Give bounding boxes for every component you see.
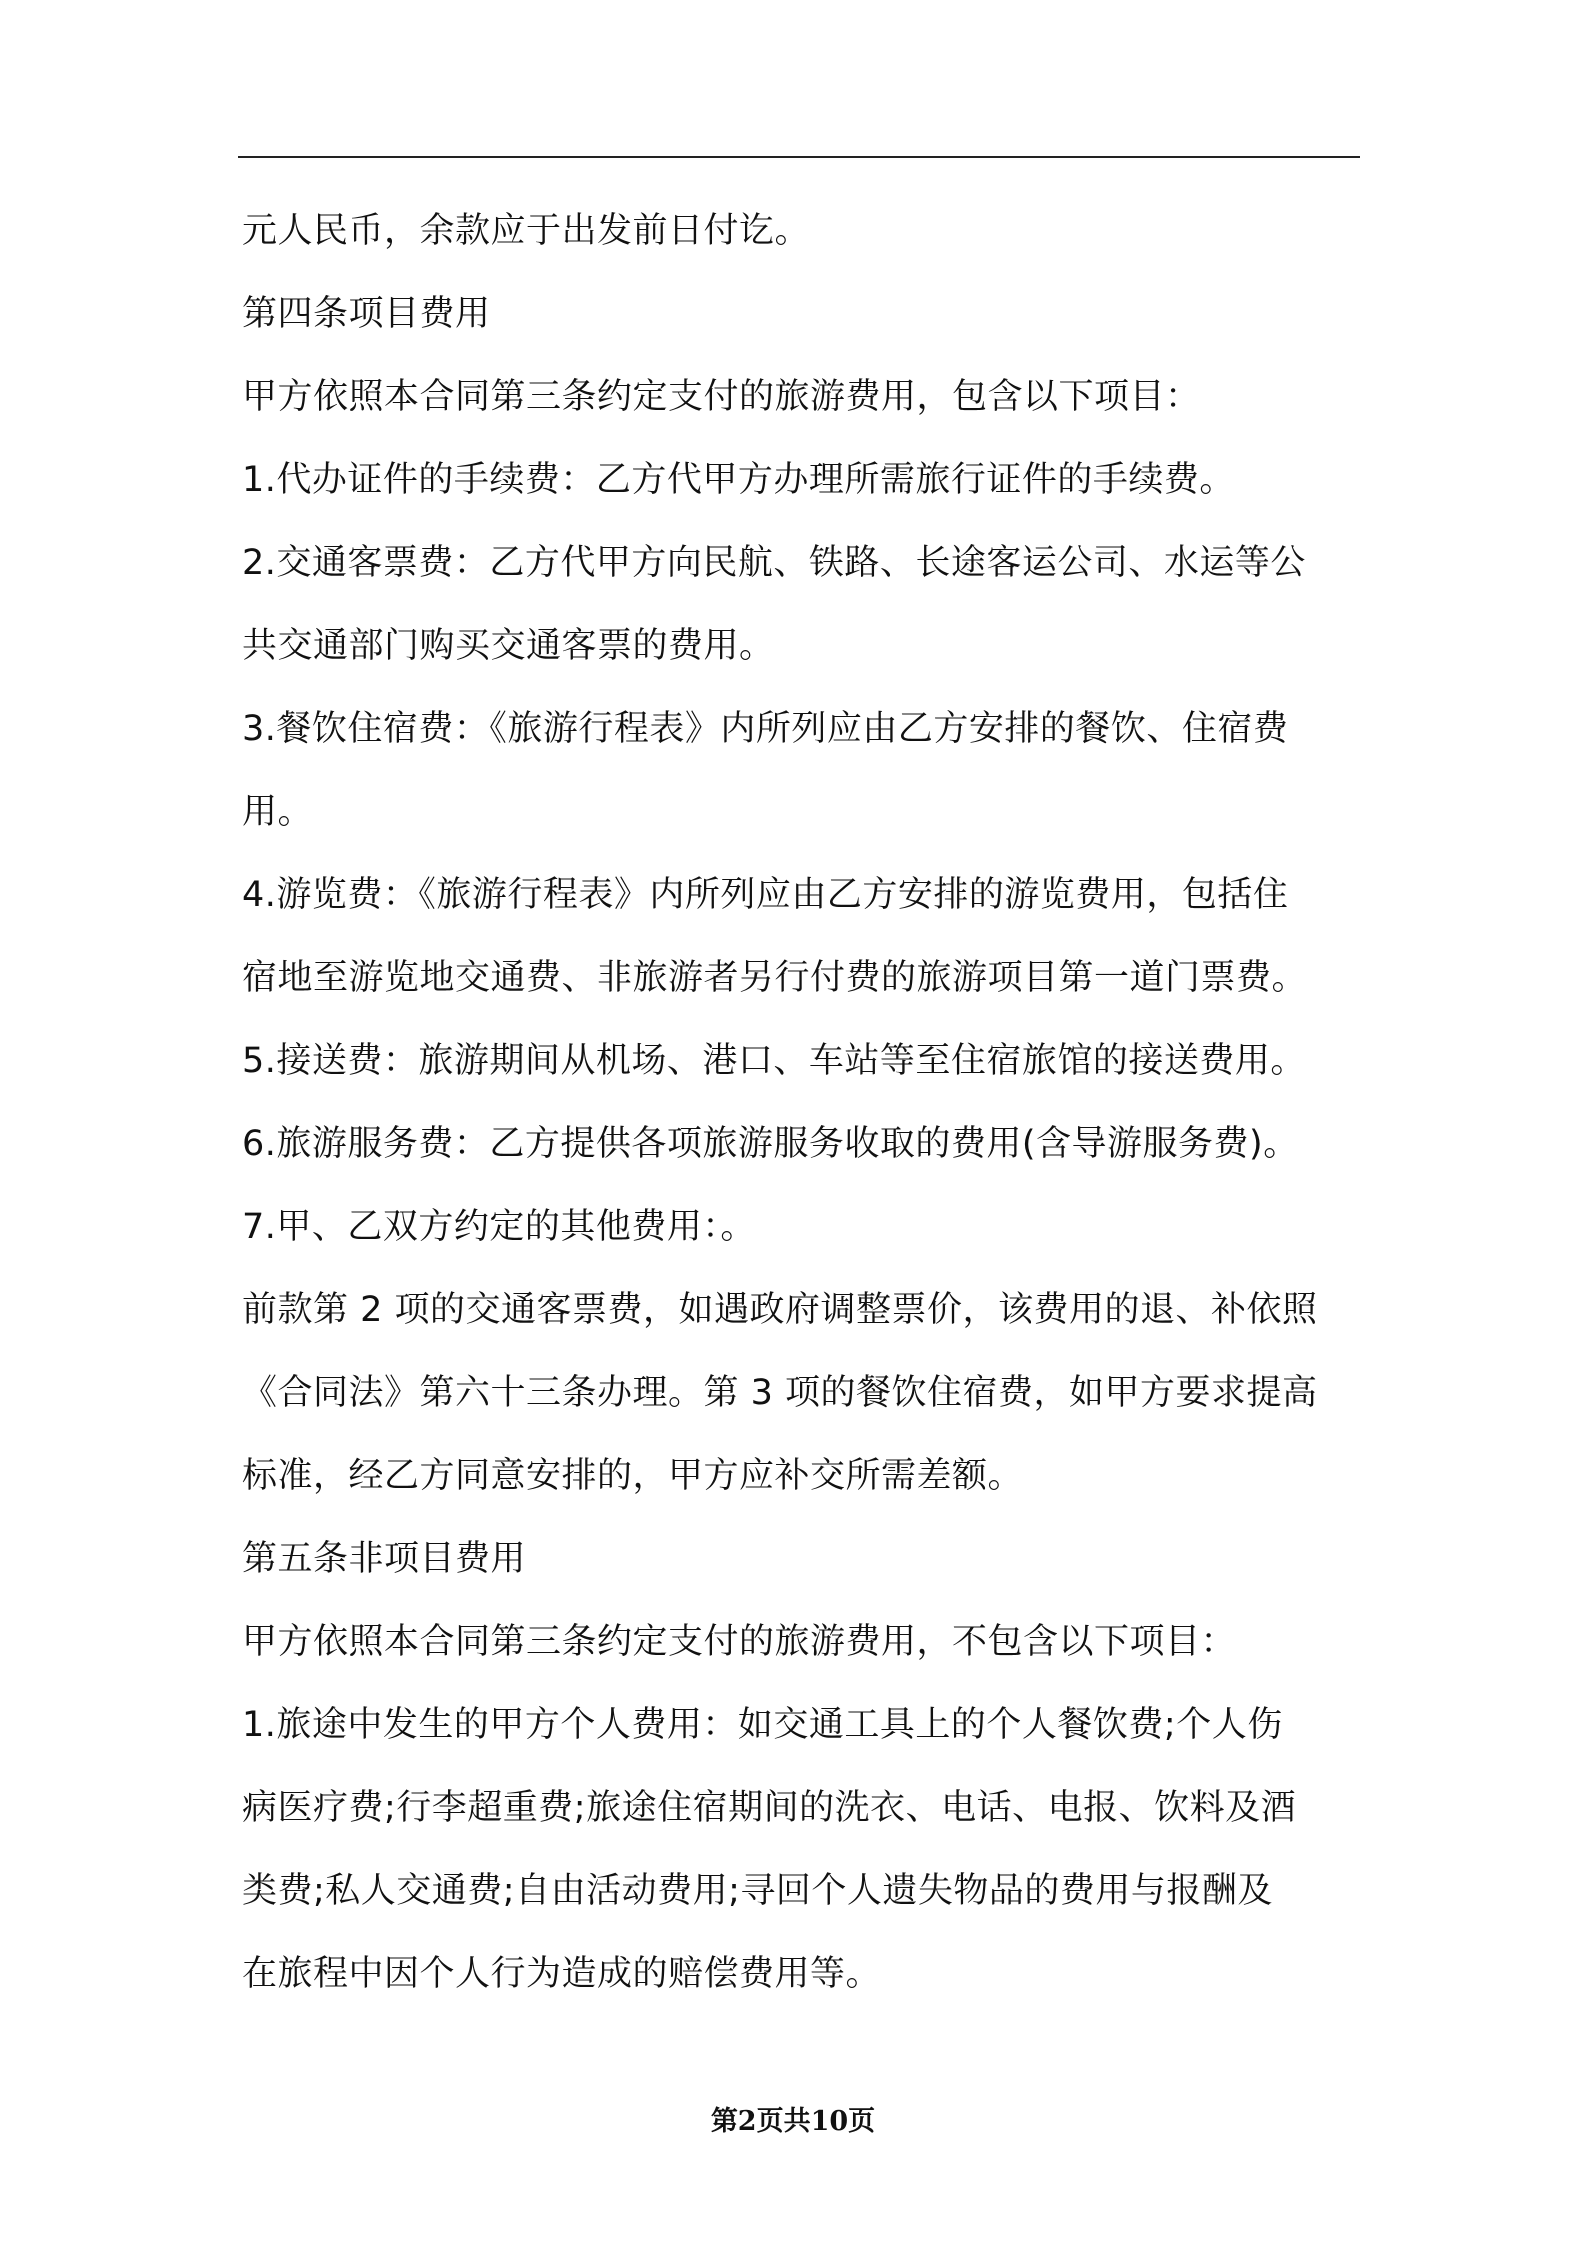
section-heading: 第四条项目费用 [242, 294, 491, 334]
text-line: 类费;私人交通费;自由活动费用;寻回个人遗失物品的费用与报酬及 [242, 1871, 1273, 1911]
document-body [242, 205, 1362, 2031]
text-line: 宿地至游览地交通费、非旅游者另行付费的旅游项目第一道门票费。 [242, 958, 1308, 998]
list-item: 1.旅途中发生的甲方个人费用：如交通工具上的个人餐饮费;个人伤 [242, 1705, 1283, 1745]
text-line: 元人民币，余款应于出发前日付讫。 [242, 211, 811, 251]
text-line: 用。 [242, 792, 314, 832]
text-line: 甲方依照本合同第三条约定支付的旅游费用，包含以下项目： [242, 377, 1201, 417]
list-item: 1.代办证件的手续费：乙方代甲方办理所需旅行证件的手续费。 [242, 460, 1235, 500]
list-item: 6.旅游服务费：乙方提供各项旅游服务收取的费用(含导游服务费)。 [242, 1124, 1299, 1164]
text-line: 《合同法》第六十三条办理。第 3 项的餐饮住宿费，如甲方要求提高 [242, 1373, 1318, 1413]
header-rule [238, 156, 1360, 158]
list-item: 2.交通客票费：乙方代甲方向民航、铁路、长途客运公司、水运等公 [242, 543, 1306, 583]
list-item: 3.餐饮住宿费：《旅游行程表》内所列应由乙方安排的餐饮、住宿费 [242, 709, 1289, 749]
text-line: 前款第 2 项的交通客票费，如遇政府调整票价，该费用的退、补依照 [242, 1290, 1318, 1330]
list-item: 4.游览费：《旅游行程表》内所列应由乙方安排的游览费用，包括住 [242, 875, 1289, 915]
text-line: 标准，经乙方同意安排的，甲方应补交所需差额。 [242, 1456, 1024, 1496]
text-line: 甲方依照本合同第三条约定支付的旅游费用，不包含以下项目： [242, 1622, 1237, 1662]
text-line: 共交通部门购买交通客票的费用。 [242, 626, 775, 666]
list-item: 5.接送费：旅游期间从机场、港口、车站等至住宿旅馆的接送费用。 [242, 1041, 1306, 1081]
text-line: 病医疗费;行李超重费;旅途住宿期间的洗衣、电话、电报、饮料及酒 [242, 1788, 1297, 1828]
text-line: 在旅程中因个人行为造成的赔偿费用等。 [242, 1954, 882, 1994]
section-heading: 第五条非项目费用 [242, 1539, 527, 1579]
page-number: 第2页共10页 [710, 2106, 876, 2137]
list-item: 7.甲、乙双方约定的其他费用：。 [242, 1207, 756, 1247]
